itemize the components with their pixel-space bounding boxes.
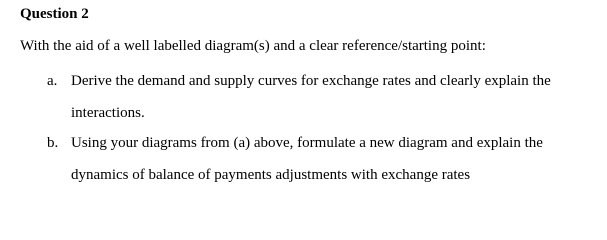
list-item-b-line-2: dynamics of balance of payments adjustments with exchange rates bbox=[71, 167, 471, 183]
list-item-a-line-2: interactions. bbox=[71, 105, 145, 121]
question-heading: Question 2 bbox=[20, 6, 89, 22]
list-item-a-line-1: Derive the demand and supply curves for exchange rates and clearly explain the bbox=[71, 73, 551, 89]
question-intro: With the aid of a well labelled diagram(s) and a clear reference/starting point: bbox=[20, 38, 486, 54]
list-marker-a: a. bbox=[47, 73, 58, 89]
list-item-b-line-1: Using your diagrams from (a) above, formulate a new diagram and explain the bbox=[71, 135, 543, 151]
list-marker-b: b. bbox=[47, 135, 59, 151]
